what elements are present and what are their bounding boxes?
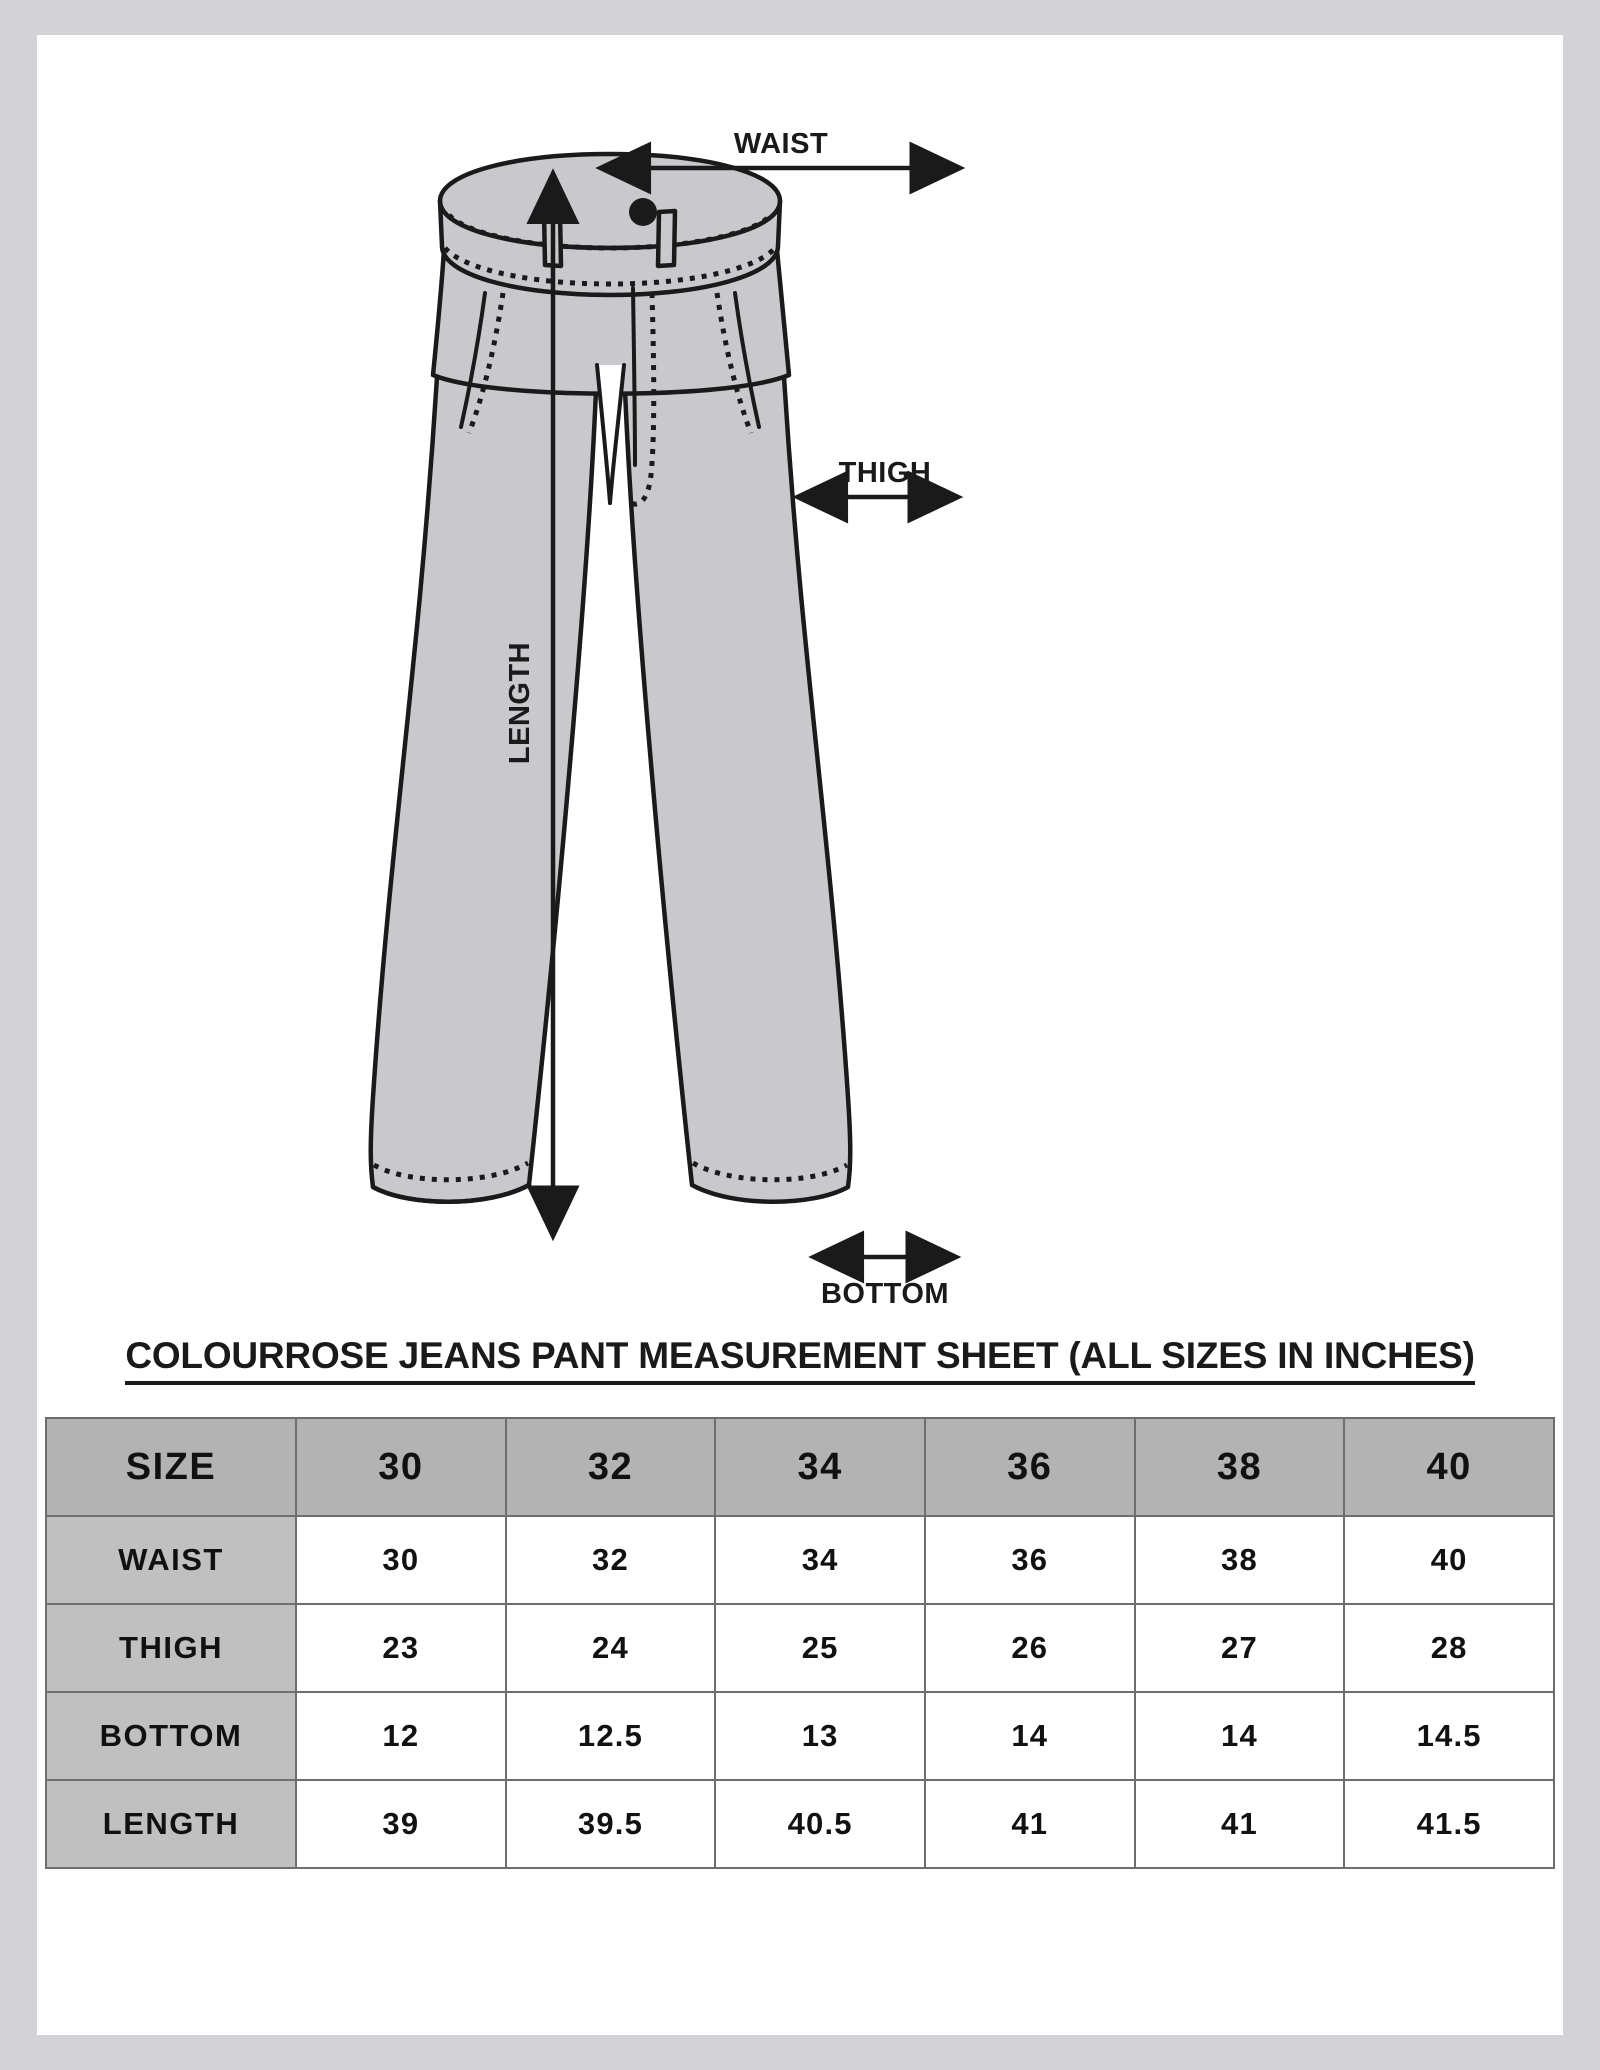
table-row-bottom — [46, 1692, 1554, 1780]
cell-bottom-40: 14.5 — [1344, 1692, 1554, 1780]
cell-length-32: 39.5 — [506, 1780, 716, 1868]
thigh-callout — [799, 457, 957, 497]
length-label: LENGTH — [504, 641, 536, 765]
page-title — [37, 1335, 1563, 1385]
cell-thigh-34: 25 — [715, 1604, 925, 1692]
size-chart-body — [46, 1418, 1554, 1868]
thigh-label: THIGH — [838, 457, 932, 489]
header-cell-size: SIZE — [46, 1418, 296, 1516]
bottom-label: BOTTOM — [820, 1278, 950, 1310]
cell-length-34: 40.5 — [715, 1780, 925, 1868]
header-cell-size-32: 32 — [506, 1418, 716, 1516]
cell-length-38: 41 — [1135, 1780, 1345, 1868]
waist-button — [629, 198, 657, 226]
table-row-waist — [46, 1516, 1554, 1604]
cell-bottom-32: 12.5 — [506, 1692, 716, 1780]
bottom-callout — [815, 1257, 955, 1310]
header-cell-size-30: 30 — [296, 1418, 506, 1516]
cell-thigh-32: 24 — [506, 1604, 716, 1692]
cell-bottom-30: 12 — [296, 1692, 506, 1780]
cell-length-40: 41.5 — [1344, 1780, 1554, 1868]
pant-illustration — [37, 35, 1563, 1345]
row-label-waist: WAIST — [46, 1516, 296, 1604]
header-cell-size-40: 40 — [1344, 1418, 1554, 1516]
cell-waist-40: 40 — [1344, 1516, 1554, 1604]
cell-bottom-38: 14 — [1135, 1692, 1345, 1780]
cell-length-30: 39 — [296, 1780, 506, 1868]
header-cell-size-34: 34 — [715, 1418, 925, 1516]
cell-thigh-30: 23 — [296, 1604, 506, 1692]
cell-waist-34: 34 — [715, 1516, 925, 1604]
cell-bottom-36: 14 — [925, 1692, 1135, 1780]
cell-thigh-38: 27 — [1135, 1604, 1345, 1692]
cell-waist-32: 32 — [506, 1516, 716, 1604]
pant-body-group — [371, 154, 851, 1202]
cell-length-36: 41 — [925, 1780, 1135, 1868]
page-title-text: COLOURROSE JEANS PANT MEASUREMENT SHEET (ALL SIZES IN INCHES) — [125, 1335, 1474, 1385]
table-header-row — [46, 1418, 1554, 1516]
size-chart-table — [45, 1417, 1555, 1869]
header-cell-size-38: 38 — [1135, 1418, 1345, 1516]
measurement-sheet-page — [37, 35, 1563, 2035]
waist-label: WAIST — [733, 128, 829, 160]
row-label-thigh: THIGH — [46, 1604, 296, 1692]
table-row-length — [46, 1780, 1554, 1868]
row-label-bottom: BOTTOM — [46, 1692, 296, 1780]
cell-waist-30: 30 — [296, 1516, 506, 1604]
header-cell-size-36: 36 — [925, 1418, 1135, 1516]
size-chart-table-container — [45, 1417, 1555, 1869]
cell-waist-38: 38 — [1135, 1516, 1345, 1604]
row-label-length: LENGTH — [46, 1780, 296, 1868]
cell-waist-36: 36 — [925, 1516, 1135, 1604]
cell-bottom-34: 13 — [715, 1692, 925, 1780]
table-row-thigh — [46, 1604, 1554, 1692]
cell-thigh-36: 26 — [925, 1604, 1135, 1692]
cell-thigh-40: 28 — [1344, 1604, 1554, 1692]
